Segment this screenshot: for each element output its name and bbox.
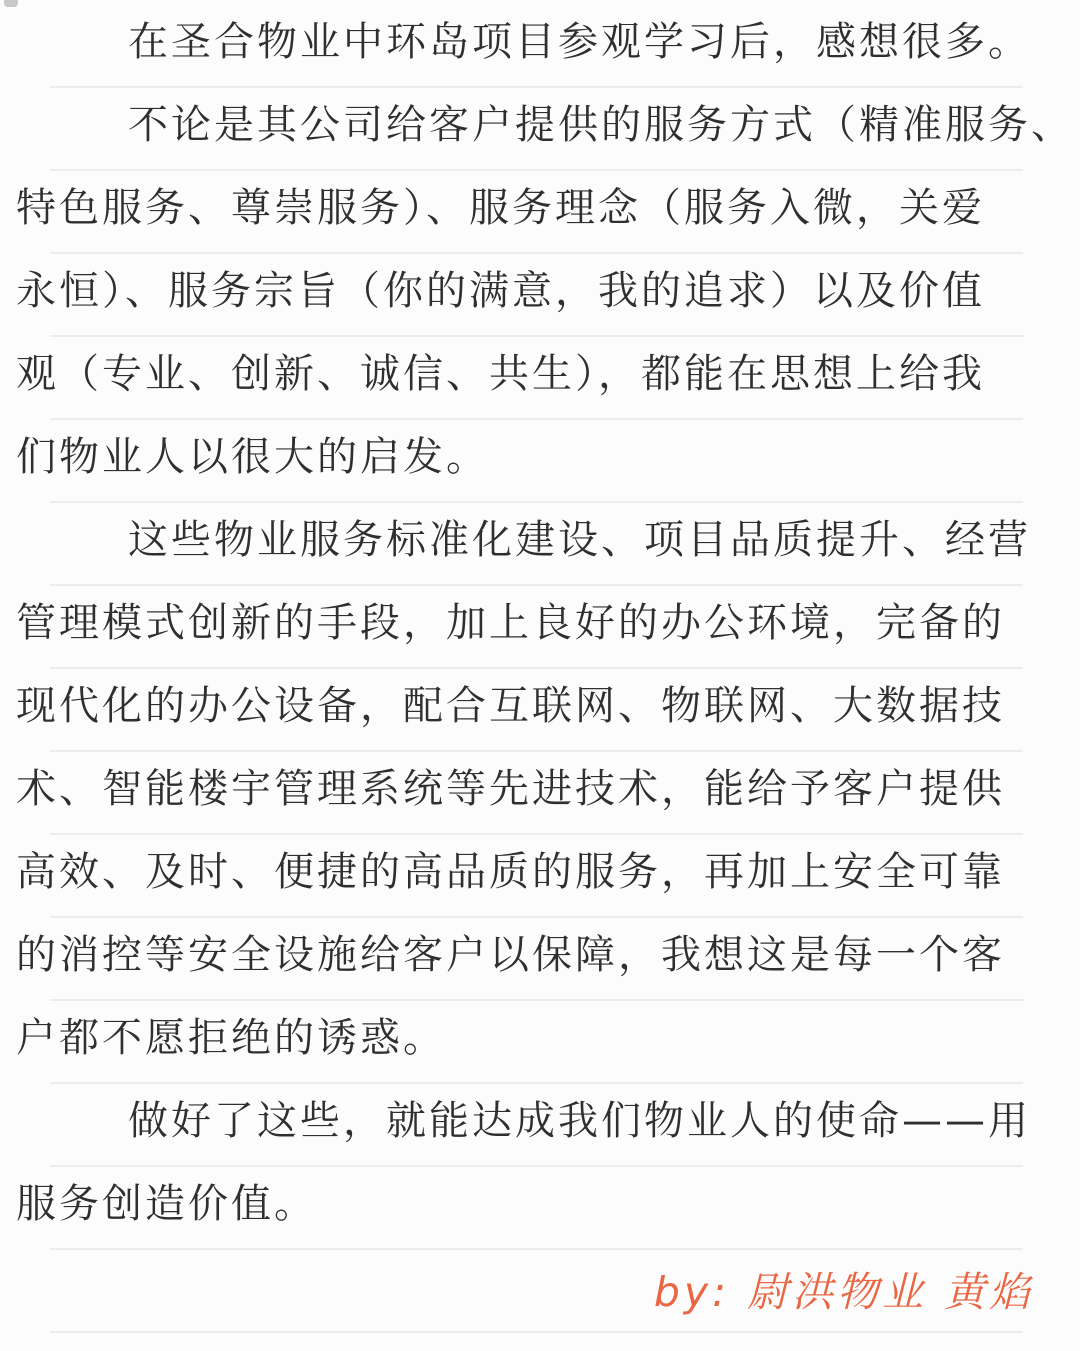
line-text: 永恒）、服务宗旨（你的满意，我的追求）以及价值 [16,268,985,314]
line-text: 不论是其公司给客户提供的服务方式（精准服务、 [128,102,1074,148]
handwritten-line [0,337,1080,420]
handwritten-line [0,918,1080,1001]
handwritten-line [0,586,1080,669]
line-text: 高效、及时、便捷的高品质的服务，再加上安全可靠 [16,849,1005,895]
line-text: 观（专业、创新、诚信、共生），都能在思想上给我 [16,351,985,397]
signature-text: by: 尉洪物业 黄焰 [653,1268,1034,1316]
handwritten-line [0,1001,1080,1084]
handwritten-line [0,171,1080,254]
line-text: 这些物业服务标准化建设、项目品质提升、经营 [128,517,1031,563]
line-text: 特色服务、尊崇服务）、服务理念（服务入微，关爱 [16,185,985,231]
line-text: 现代化的办公设备，配合互联网、物联网、大数据技 [16,683,1005,729]
handwritten-line [0,254,1080,337]
line-text: 术、智能楼宇管理系统等先进技术，能给予客户提供 [16,766,1005,812]
line-text: 在圣合物业中环岛项目参观学习后，感想很多。 [128,19,1031,65]
handwritten-line [0,752,1080,835]
handwritten-line [0,503,1080,586]
line-text: 的消控等安全设施给客户以保障，我想这是每一个客 [16,932,1005,978]
line-text: 服务创造价值。 [16,1181,317,1227]
line-text: 管理模式创新的手段，加上良好的办公环境，完备的 [16,600,1005,646]
handwritten-line [0,835,1080,918]
handwritten-line [0,5,1080,88]
handwritten-line [0,88,1080,171]
handwritten-line [0,669,1080,752]
handwritten-line [0,420,1080,503]
line-text: 做好了这些，就能达成我们物业人的使命——用 [128,1098,1031,1144]
line-text: 们物业人以很大的启发。 [16,434,489,480]
ruled-line [50,1331,1023,1333]
line-text: 户都不愿拒绝的诱惑。 [16,1015,446,1061]
handwritten-line [0,1084,1080,1167]
handwritten-line [0,1167,1080,1250]
signature-line [0,1250,1080,1333]
